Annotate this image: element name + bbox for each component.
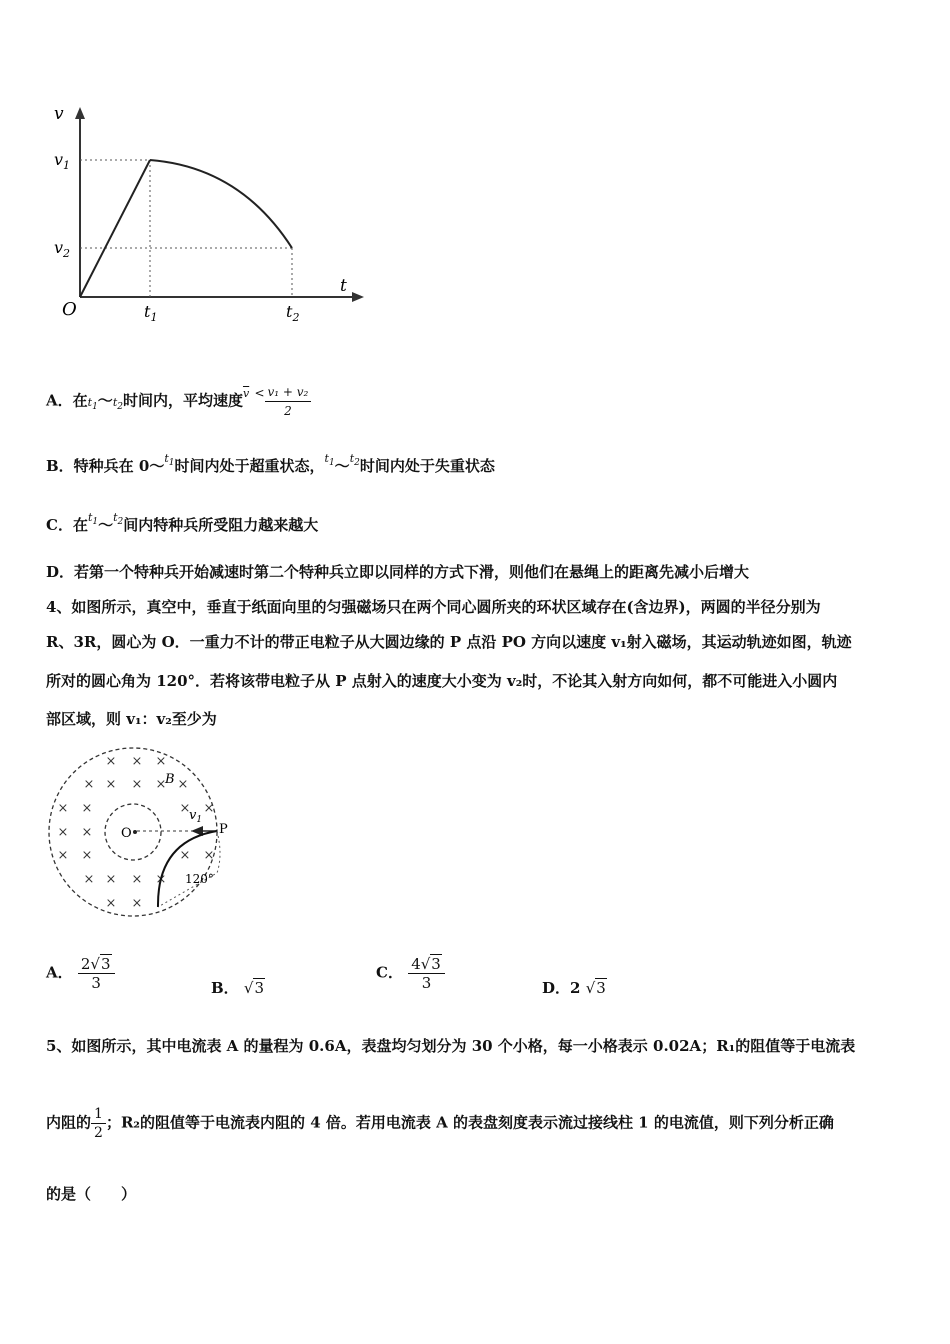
q3-option-d[interactable]: D．若第一个特种兵开始减速时第二个特种兵立即以同样的方式下滑，则他们在悬绳上的距离先减小后增大 [46, 563, 750, 581]
deceleration-curve [150, 160, 292, 248]
svg-text:×: × [155, 872, 167, 887]
option-b-sqrt: √3 [243, 979, 265, 997]
q4-line-2: R、3R，圆心为 O．一重力不计的带正电粒子从大圆边缘的 P 点沿 PO 方向以速度 v₁射入磁场，其运动轨迹如图，轨迹 [46, 633, 852, 651]
v-axis-arrow [75, 107, 85, 119]
v1-label: $v_1$ [54, 150, 71, 172]
q3-option-b[interactable]: B．特种兵在 $0\sim t_1$时间内处于超重状态，$t_1\sim t_2$时间内处于失重状态 [46, 452, 495, 475]
svg-text:×: × [81, 848, 93, 863]
svg-text:×: × [179, 801, 191, 816]
svg-text:×: × [155, 777, 167, 792]
p-label: P [219, 822, 228, 837]
t1-symbol: $t_1$ [87, 395, 98, 412]
svg-text:×: × [203, 848, 215, 863]
q5-line-3: 的是（ ） [46, 1185, 137, 1203]
v-bar-symbol: $\overline{v}$ [242, 386, 250, 400]
t2-symbol: $t_2$ [112, 395, 123, 412]
o-label: O [121, 826, 132, 841]
svg-text:×: × [57, 825, 69, 840]
angle-label: 120° [185, 872, 214, 886]
v1-arrow-label: $v_1$ [189, 808, 203, 825]
t-axis-arrow [352, 292, 364, 302]
svg-text:×: × [105, 754, 117, 769]
acceleration-segment [80, 160, 150, 297]
q5-line-2: 内阻的 $\frac{1}{2}$ ；R₂的阻值等于电流表内阻的 4 倍。若用电流表 A 的表盘刻度表示流过接线柱 1 的电流值，则下列分析正确 [46, 1106, 834, 1141]
q4-option-b[interactable]: B． √3 [211, 979, 265, 997]
svg-text:×: × [155, 754, 167, 769]
average-velocity-fraction: $\frac{\text{v₁ + v₂}}{2}$ [265, 383, 312, 420]
q4-option-a[interactable]: A． $\frac{2√3}{3}$ [46, 955, 115, 992]
v2-label: $v_2$ [54, 238, 71, 260]
t2-label: $t_2$ [286, 302, 300, 324]
svg-text:×: × [81, 801, 93, 816]
v-axis-label: v [54, 104, 64, 124]
t-axis-label: t [340, 276, 347, 296]
svg-text:×: × [105, 872, 117, 887]
option-d-sqrt: √3 [585, 979, 606, 997]
svg-text:×: × [105, 777, 117, 792]
magnetic-field-figure [45, 745, 235, 920]
q3-option-a[interactable]: A．在$t_1\sim t_2$时间内，平均速度$\overline{v}$ < $\frac{\text{v₁ + v₂}}{2}$ [46, 383, 311, 420]
q3-option-c[interactable]: C．在$t_1\sim t_2$间内特种兵所受阻力越来越大 [46, 511, 319, 534]
svg-text:×: × [177, 777, 189, 792]
option-a-fraction: $\frac{2√3}{3}$ [78, 955, 115, 992]
svg-text:×: × [179, 848, 191, 863]
t1-label: $t_1$ [144, 302, 158, 324]
svg-text:×: × [131, 777, 143, 792]
svg-text:×: × [131, 872, 143, 887]
svg-text:×: × [131, 754, 143, 769]
q5-line-1: 5、如图所示，其中电流表 A 的量程为 0.6A，表盘均匀划分为 30 个小格，每一小格表示 0.02A；R₁的阻值等于电流表 [46, 1037, 856, 1055]
q4-line-3: 所对的圆心角为 120°．若将该带电粒子从 P 点射入的速度大小变为 v₂时，不论其入射方向如何，都不可能进入小圆内 [46, 672, 838, 690]
svg-text:×: × [57, 801, 69, 816]
half-fraction: $\frac{1}{2}$ [91, 1105, 106, 1142]
q4-option-d[interactable]: D．2 √3 [542, 979, 606, 997]
svg-text:×: × [83, 872, 95, 887]
arc-guide [155, 831, 220, 907]
svg-text:×: × [81, 825, 93, 840]
origin-label: O [62, 299, 77, 320]
center-point [133, 830, 137, 834]
q4-line-1: 4、如图所示，真空中，垂直于纸面向里的匀强磁场只在两个同心圆所夹的环状区域存在(含边界)，两圆的半径分别为 [46, 598, 821, 616]
svg-text:×: × [131, 896, 143, 911]
velocity-time-graph [40, 95, 370, 330]
b-label: B [165, 772, 175, 787]
svg-text:×: × [203, 801, 215, 816]
svg-text:×: × [83, 777, 95, 792]
option-c-fraction: $\frac{4√3}{3}$ [408, 955, 445, 992]
svg-text:×: × [57, 848, 69, 863]
q4-line-4: 部区域，则 v₁：v₂至少为 [46, 710, 217, 728]
svg-text:×: × [105, 896, 117, 911]
q4-option-c[interactable]: C． $\frac{4√3}{3}$ [376, 955, 445, 992]
